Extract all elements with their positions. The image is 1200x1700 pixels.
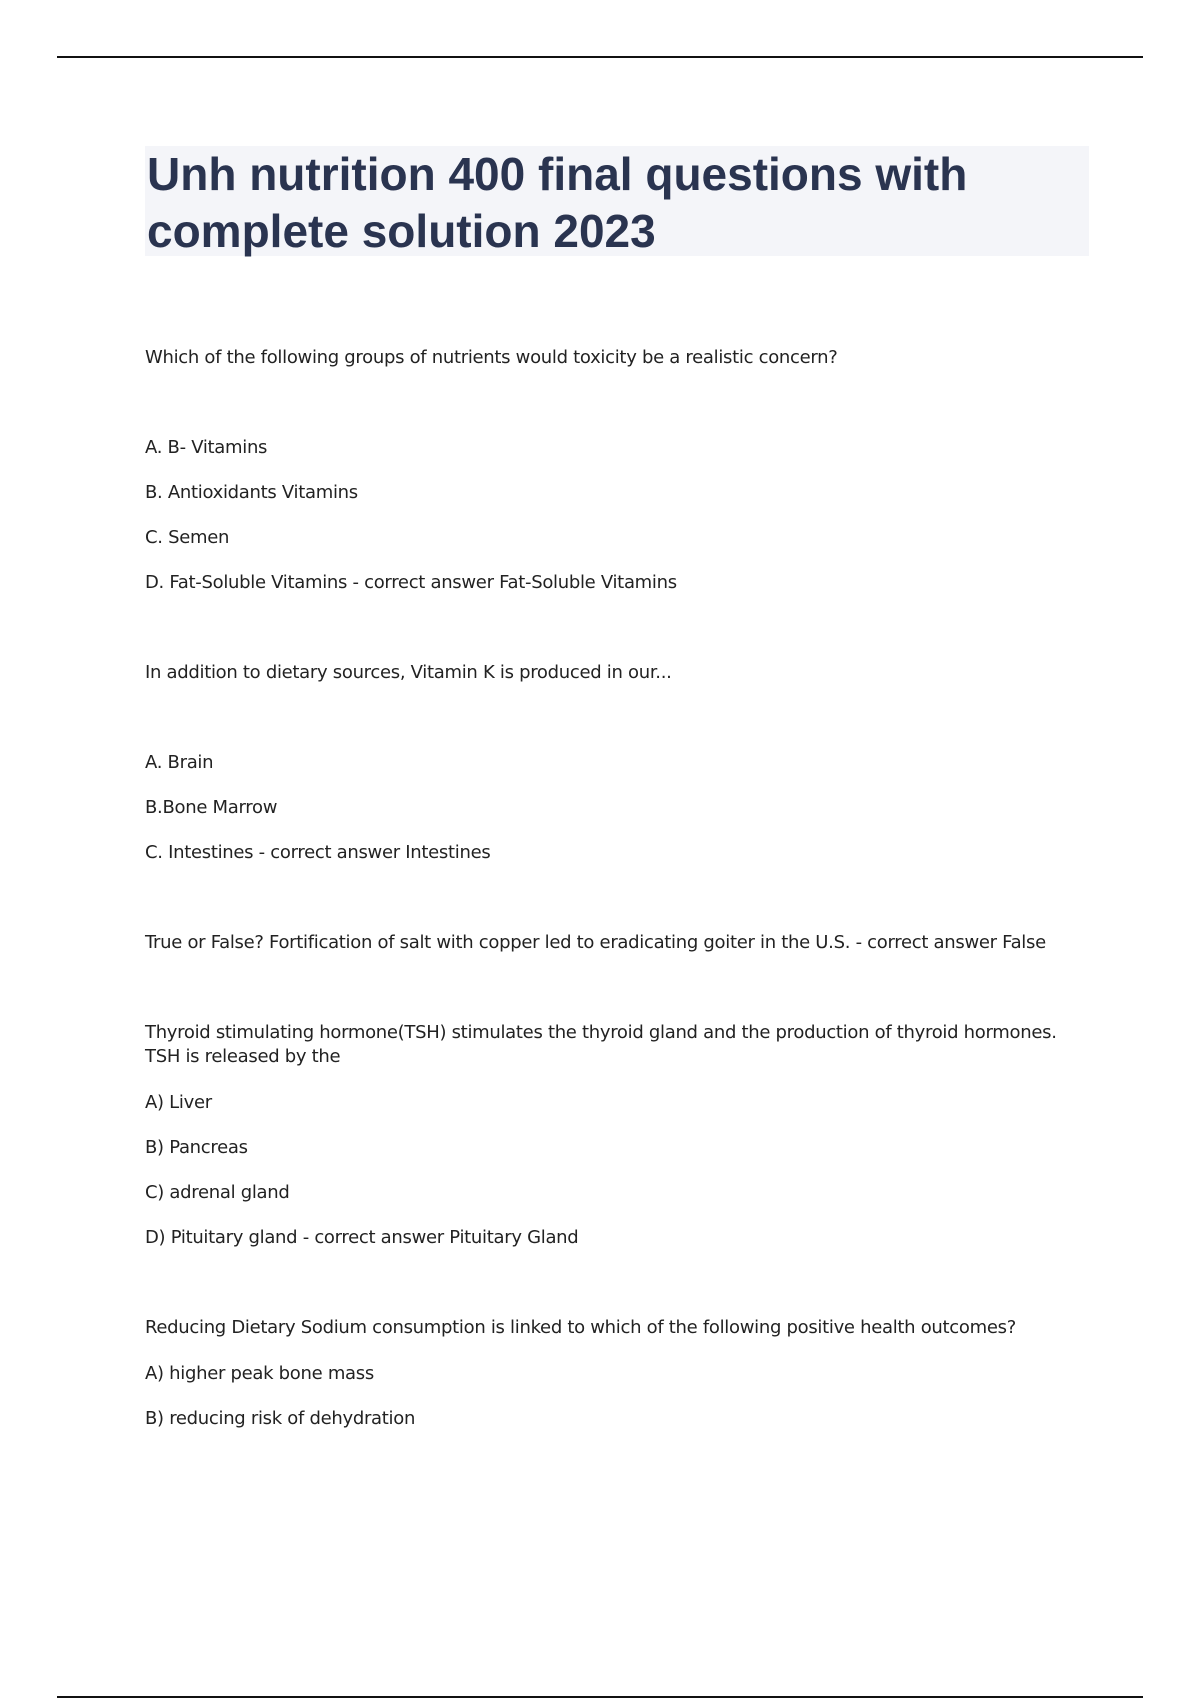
answer-option: A) higher peak bone mass: [145, 1363, 374, 1384]
top-rule: [57, 56, 1143, 58]
answer-option: D. Fat-Soluble Vitamins - correct answer Fat-Soluble Vitamins: [145, 572, 677, 593]
question-text: Thyroid stimulating hormone(TSH) stimulates the thyroid gland and the production of thyroid hormones. TSH is released by the: [145, 1022, 1057, 1067]
title-banner: [145, 146, 1089, 256]
bottom-rule: [57, 1696, 1143, 1698]
question-text: Reducing Dietary Sodium consumption is linked to which of the following positive health outcomes?: [145, 1317, 1016, 1338]
answer-option: B. Antioxidants Vitamins: [145, 482, 358, 503]
question-list: [145, 346, 1095, 1431]
answer-option: A. B- Vitamins: [145, 437, 268, 458]
question-block-5: [145, 1316, 1095, 1431]
question-block-2: [145, 661, 1095, 865]
answer-option: D) Pituitary gland - correct answer Pituitary Gland: [145, 1227, 579, 1248]
question-text: In addition to dietary sources, Vitamin K is produced in our...: [145, 662, 672, 683]
answer-option: A) Liver: [145, 1092, 212, 1113]
question-block-4: [145, 1021, 1095, 1250]
question-text: Which of the following groups of nutrients would toxicity be a realistic concern?: [145, 347, 838, 368]
answer-option: B.Bone Marrow: [145, 797, 278, 818]
answer-option: A. Brain: [145, 752, 214, 773]
answer-option: C. Intestines - correct answer Intestines: [145, 842, 491, 863]
answer-option: C) adrenal gland: [145, 1182, 290, 1203]
answer-option: B) reducing risk of dehydration: [145, 1408, 416, 1429]
question-text: True or False? Fortification of salt with copper led to eradicating goiter in the U.S. - correct answer False: [145, 932, 1046, 953]
answer-option: B) Pancreas: [145, 1137, 248, 1158]
answer-option: C. Semen: [145, 527, 230, 548]
question-block-3: [145, 931, 1095, 955]
question-block-1: [145, 346, 1095, 595]
document-title: Unh nutrition 400 final questions with complete solution 2023: [147, 148, 968, 257]
